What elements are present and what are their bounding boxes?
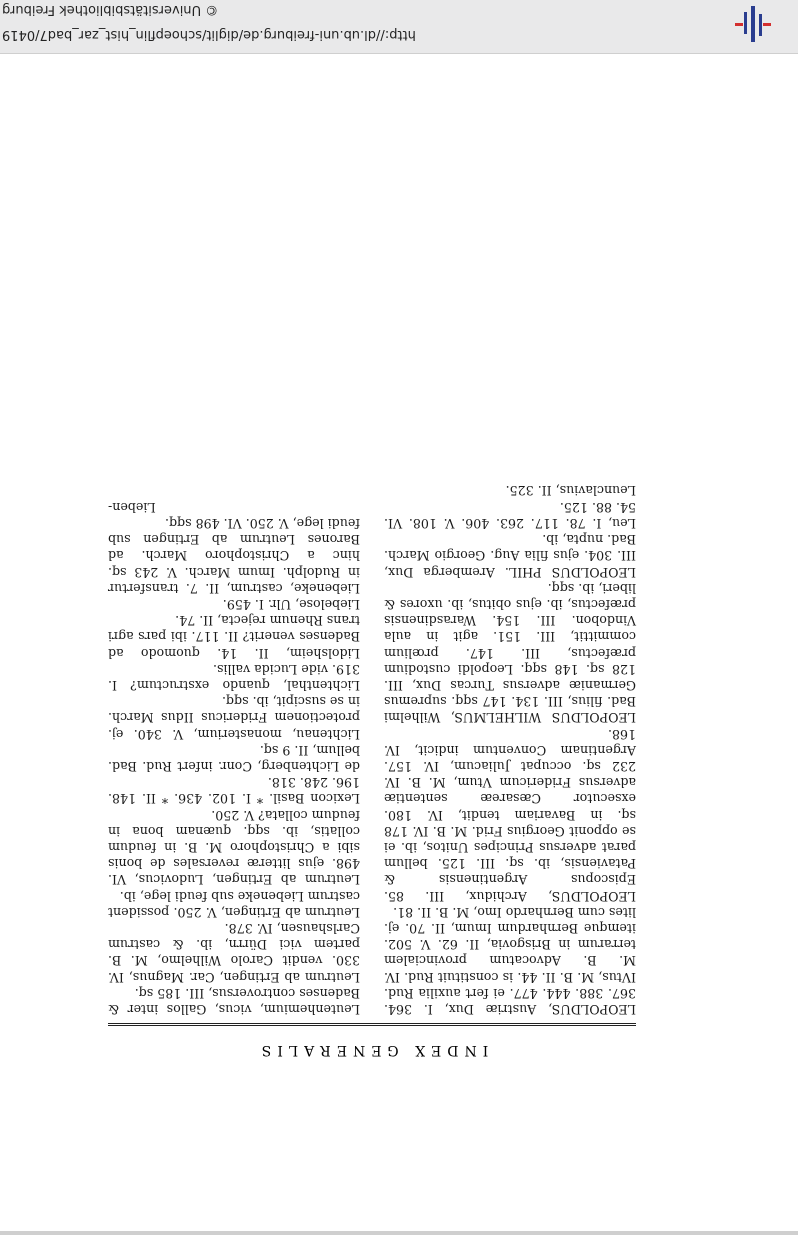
library-logo-icon — [733, 4, 773, 44]
entry-leutrum-castrum: Leutrum ab Ertingen, V. 250. possident castrum Liebeneke sub feudi lege, ib. — [108, 888, 360, 920]
entry-lichtenthal: Lichtenthal, quando exstructum? I. 319. vide Lucida vallis. — [108, 661, 360, 693]
catchword: Lieben- — [108, 499, 156, 515]
entry-liebeneke: Liebeneke, castrum, II. 7. transfertur in Rudolph. Imum March. V. 243 sq. hinc a Christophoro March. ad Barones Leutrum ab Ertingen sub feudi lege, V. 250. VI. 498 sqq. — [108, 515, 360, 596]
copyright-notice: © Universitätsbibliothek Freiburg — [2, 2, 219, 17]
title-rule — [108, 1023, 636, 1026]
entry-leopoldus-wilhelmus: LEOPOLDUS WILHELMUS, Wilhelmi Bad. filius, III. 134. 147 sqq. supremus Germaniæ adversus Turcas Dux, III. 128 sq. 148 sqq. Leopoldi custodium præfectus, III. 147. prœlium committit, III. 151. agit in aula Vindobon. III. 154. Warasdinensis præfectus, ib. ejus obitus, ib. uxores & liberi, ib. sqq. — [384, 580, 636, 726]
permalink-url[interactable]: http://dl.ub.uni-freiburg.de/diglit/schoepflin_hist_zar_bad7/0419 — [2, 27, 416, 42]
viewer-header — [0, 0, 798, 54]
entry-liebelose: Liebelose, Ulr. I. 459. — [222, 596, 360, 612]
entry-leu: Leu, I. 78. 117. 263. 406. V. 108. VI. 54. 88. 125. — [384, 499, 636, 531]
entry-leutrum-ludovicus: Leutrum ab Ertingen, Ludovicus, VI. 498. ejus litteræ reversales de bonis sibi a Christophoro M. B. in feudum collatis, ib. sqq. quænam bona in feudum collata? V. 250. — [108, 807, 360, 888]
viewer-footer-bar — [0, 1231, 798, 1235]
scanned-page — [108, 306, 636, 1058]
page-title: INDEX GENERALIS — [255, 1042, 489, 1058]
entry-leopoldus-archidux: LEOPOLDUS, Archidux, III. 85. Episcopus Argentinensis & Pataviensis, ib. sq. III. 125. bellum parat adversus Principes Unitos, ib. ei se opponit Georgius Frid. M. B. IV. 178 sq. in Bavariam tendit, IV. 180. exsecutor Cæsareæ sententiæ adversus Fridericum Vtum, M. B. IV. 232 sq. occupat Juliacum, IV. 157. Argentinam Conventum indicit, IV. 168. — [384, 726, 636, 904]
entry-leutrum-carolus: Leutrum ab Ertingen, Car. Magnus, IV. 330. vendit Carolo Wilhelmo, M. B. partem vici Dürrn, ib. & castrum Carlshausen, IV. 378. — [108, 920, 360, 985]
entry-lexicon-basil: Lexicon Basil. * I. 102. 436. * II. 148. 196. 248. 318. — [108, 775, 360, 807]
entry-lichtenau: Lichtenau, monasterium, V. 340. ej. protectionem Fridericus IIdus March. in se suscipit, ib. sqq. — [108, 694, 360, 742]
entry-lidolsheim: Lidolsheim, II. 14. quomodo ad Badenses venerit? II. 117. ibi pars agri trans Rhenum rejecta, II. 74. — [108, 613, 360, 661]
entry-lichtenberg: de Lichtenberg, Conr. infert Rud. Bad. bellum, II. 9 sq. — [108, 742, 360, 774]
entry-leutenhemium: Leutenhemium, vicus, Gallos inter & Badenses controversus, III. 185 sq. — [108, 985, 360, 1017]
right-column — [108, 482, 360, 1017]
entry-leunclavius: Leunclavius, II. 325. — [505, 483, 636, 499]
left-column — [384, 482, 636, 1017]
entry-leopoldus-phil: LEOPOLDUS PHIL. Aremberga Dux, III. 304. ejus filia Aug. Georgio March. Bad. nupta, ib. — [384, 532, 636, 580]
entry-leopoldus-dux: LEOPOLDUS, Austriæ Dux, I. 364. 367. 388. 444. 477. ei fert auxilia Rud. IVtus, M. B. II. 44. is constituit Rud. IV. M. B. Advocatum provincialem terrarum in Brisgovia, II. 62. V. 502. itemque Bernhardum Imum, II. 70. ej. lites cum Bernhardo Imo, M. B. II. 81. — [384, 904, 636, 1017]
